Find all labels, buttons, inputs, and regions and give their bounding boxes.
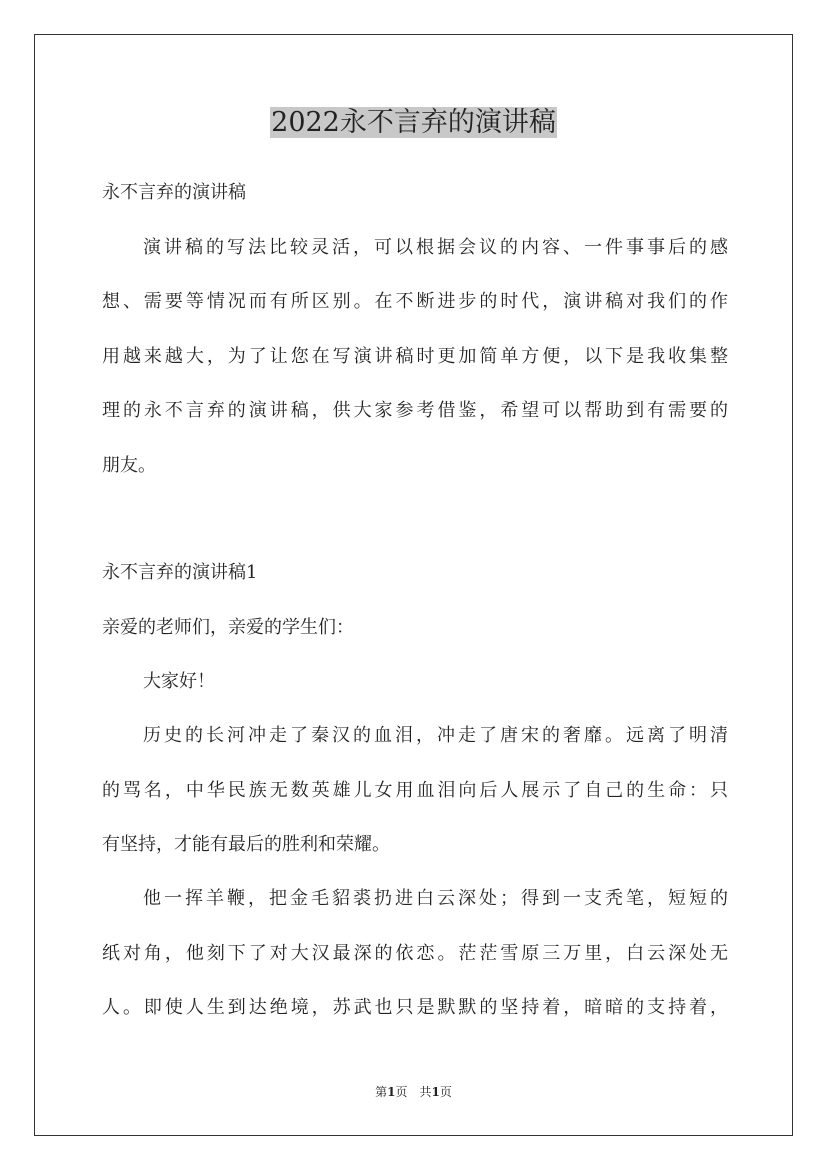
intro-line: 理的永不言弃的演讲稿，供大家参考借鉴，希望可以帮助到有需要的 [102, 400, 728, 421]
page-footer [0, 1082, 827, 1102]
paragraph-line: 历史的长河冲走了秦汉的血泪，冲走了唐宋的奢靡。远离了明清 [143, 725, 728, 746]
intro-line: 用越来越大，为了让您在写演讲稿时更加简单方便，以下是我收集整 [102, 346, 728, 367]
page-total: 1 [431, 1085, 440, 1099]
greeting: 大家好！ [143, 671, 215, 692]
paragraph-line: 有坚持，才能有最后的胜利和荣耀。 [102, 834, 390, 855]
paragraph-line: 纸对角，他刻下了对大汉最深的依恋。茫茫雪原三万里，白云深处无 [102, 943, 728, 964]
intro-line: 想、需要等情况而有所区别。在不断进步的时代，演讲稿对我们的作 [102, 291, 728, 312]
document-title-text: 2022永不言弃的演讲稿 [271, 107, 556, 138]
subtitle: 永不言弃的演讲稿 [102, 182, 246, 203]
intro-line: 演讲稿的写法比较灵活，可以根据会议的内容、一件事事后的感 [143, 237, 728, 258]
page-label-suffix: 页 [439, 1085, 452, 1099]
document-title [0, 104, 827, 142]
paragraph-line: 他一挥羊鞭，把金毛貂裘扔进白云深处；得到一支秃笔，短短的 [143, 888, 728, 909]
section-heading: 永不言弃的演讲稿1 [102, 562, 258, 583]
intro-line: 朋友。 [102, 455, 156, 476]
page-current: 1 [387, 1085, 396, 1099]
paragraph-line: 人。即使人生到达绝境，苏武也只是默默的坚持着，暗暗的支持着， [102, 997, 728, 1018]
salutation: 亲爱的老师们，亲爱的学生们： [102, 617, 354, 638]
paragraph-line: 的骂名，中华民族无数英雄儿女用血泪向后人展示了自己的生命：只 [102, 780, 728, 801]
page-label-prefix: 第 [375, 1085, 388, 1099]
page-label-mid: 页 共 [395, 1085, 432, 1099]
